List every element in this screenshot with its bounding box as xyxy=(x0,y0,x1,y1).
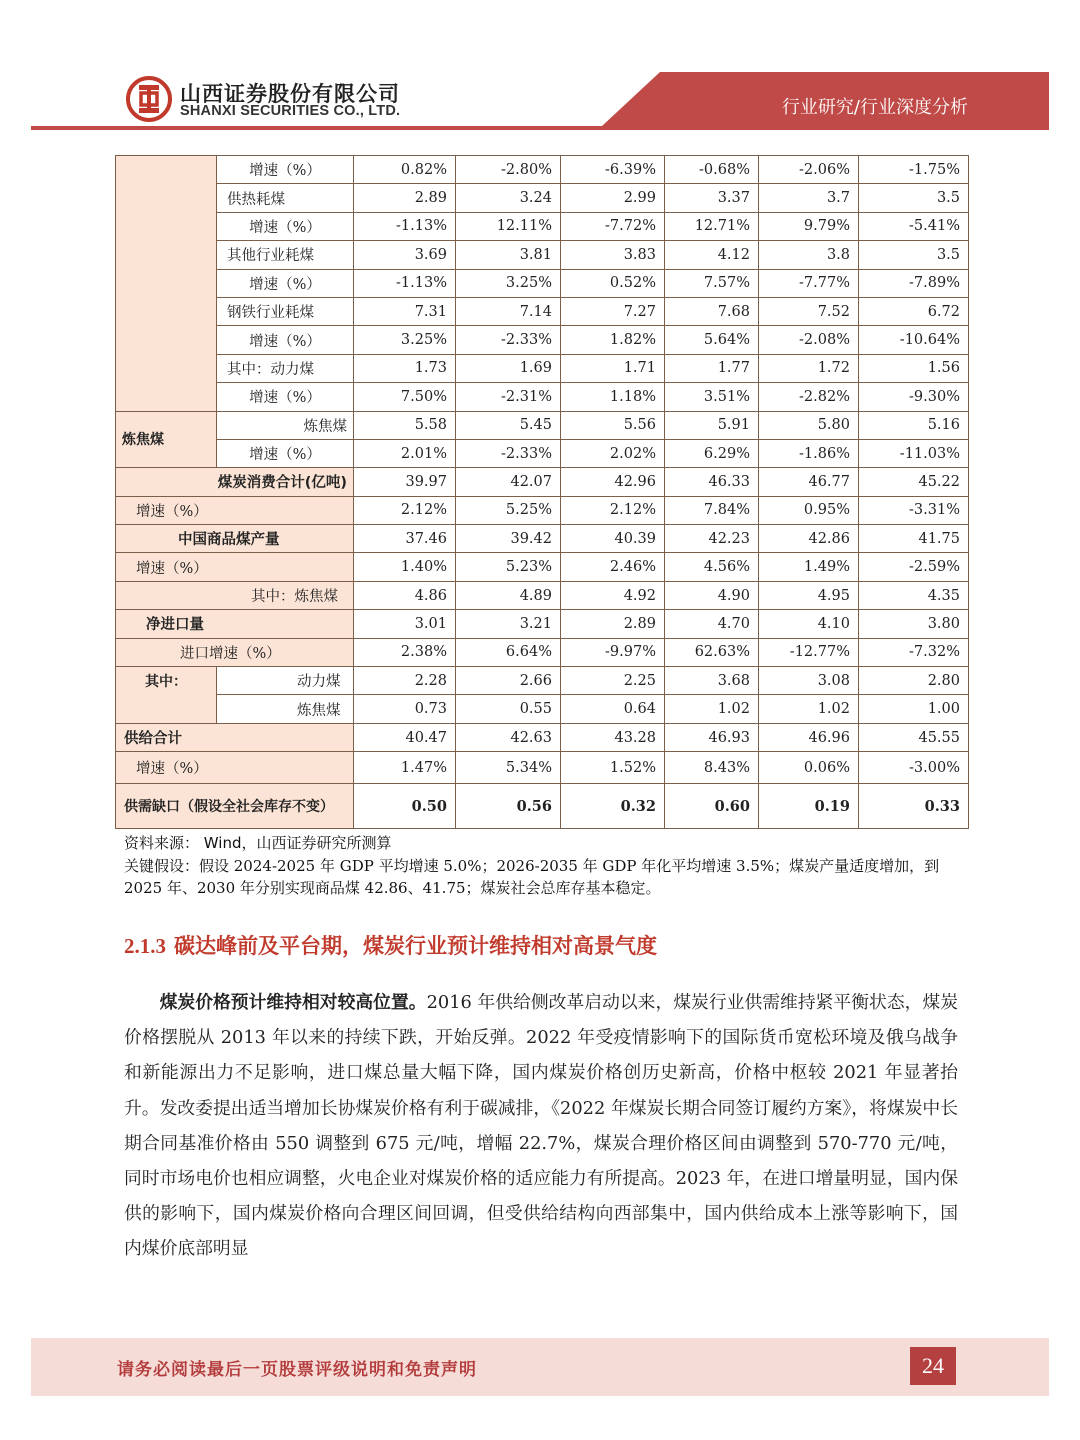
table-cell: 0.32 xyxy=(561,784,665,829)
table-cell: 3.01 xyxy=(354,610,456,638)
table-cell: 1.00 xyxy=(859,695,969,723)
table-cell: 1.72 xyxy=(759,354,859,382)
table-cell: 0.19 xyxy=(759,784,859,829)
table-cell: 40.39 xyxy=(561,525,665,553)
table-row xyxy=(116,581,969,609)
table-cell: 6.64% xyxy=(456,638,561,666)
table-cell: -7.72% xyxy=(561,212,665,240)
group-label-of-which: 其中： xyxy=(116,667,217,724)
table-cell: 7.57% xyxy=(665,269,759,297)
table-cell: -11.03% xyxy=(859,439,969,467)
table-cell: -10.64% xyxy=(859,326,969,354)
table-cell: 3.21 xyxy=(456,610,561,638)
table-cell: 2.99 xyxy=(561,184,665,212)
table-cell: 0.06% xyxy=(759,752,859,784)
table-row xyxy=(116,184,969,212)
table-cell: -2.33% xyxy=(456,439,561,467)
table-cell: -3.00% xyxy=(859,752,969,784)
table-cell: 2.89 xyxy=(561,610,665,638)
table-row xyxy=(116,411,969,439)
row-label: 其他行业耗煤 xyxy=(217,241,354,269)
section-heading xyxy=(124,930,657,960)
table-cell: 5.25% xyxy=(456,496,561,524)
table-cell: 7.84% xyxy=(665,496,759,524)
table-cell: -2.82% xyxy=(759,383,859,411)
table-cell: -5.41% xyxy=(859,212,969,240)
table-cell: -1.13% xyxy=(354,212,456,240)
table-cell: 5.56 xyxy=(561,411,665,439)
row-label: 增速（%） xyxy=(217,326,354,354)
table-row xyxy=(116,752,969,784)
table-cell: -2.06% xyxy=(759,156,859,184)
row-label: 钢铁行业耗煤 xyxy=(217,297,354,325)
row-label: 动力煤 xyxy=(217,667,354,695)
table-cell: -6.39% xyxy=(561,156,665,184)
table-cell: -1.13% xyxy=(354,269,456,297)
table-cell: 2.38% xyxy=(354,638,456,666)
table-cell: 3.68 xyxy=(665,667,759,695)
table-row xyxy=(116,156,969,184)
table-cell: 5.16 xyxy=(859,411,969,439)
table-cell: 12.11% xyxy=(456,212,561,240)
row-label: 供热耗煤 xyxy=(217,184,354,212)
table-row xyxy=(116,610,969,638)
table-cell: 46.77 xyxy=(759,468,859,496)
table-cell: 4.12 xyxy=(665,241,759,269)
table-cell: 5.64% xyxy=(665,326,759,354)
table-cell: 2.01% xyxy=(354,439,456,467)
table-cell: 1.77 xyxy=(665,354,759,382)
table-cell: -2.31% xyxy=(456,383,561,411)
table-cell: 9.79% xyxy=(759,212,859,240)
table-cell: -2.33% xyxy=(456,326,561,354)
table-cell: 43.28 xyxy=(561,723,665,751)
table-cell: -2.80% xyxy=(456,156,561,184)
table-row xyxy=(116,496,969,524)
source-note: 资料来源： Wind，山西证券研究所测算 xyxy=(124,834,392,852)
table-cell: 0.60 xyxy=(665,784,759,829)
table-notes xyxy=(124,832,964,900)
table-row xyxy=(116,383,969,411)
table-cell: 8.43% xyxy=(665,752,759,784)
report-type: 行业研究/行业深度分析 xyxy=(781,97,968,118)
table-row xyxy=(116,525,969,553)
row-label: 炼焦煤 xyxy=(217,695,354,723)
table-cell: -0.68% xyxy=(665,156,759,184)
table-cell: 3.25% xyxy=(354,326,456,354)
table-cell: -1.75% xyxy=(859,156,969,184)
table-cell: 6.72 xyxy=(859,297,969,325)
table-cell: 1.47% xyxy=(354,752,456,784)
row-label: 增速（%） xyxy=(217,212,354,240)
table-cell: 42.23 xyxy=(665,525,759,553)
table-cell: 7.14 xyxy=(456,297,561,325)
row-label: 增速（%） xyxy=(217,439,354,467)
coal-supply-demand-table xyxy=(115,155,969,829)
table-cell: 3.5 xyxy=(859,241,969,269)
table-cell: 1.56 xyxy=(859,354,969,382)
table-row xyxy=(116,638,969,666)
table-cell: 3.5 xyxy=(859,184,969,212)
table-cell: 0.73 xyxy=(354,695,456,723)
body-paragraph xyxy=(124,985,958,1267)
table-cell: 5.80 xyxy=(759,411,859,439)
table-cell: 3.8 xyxy=(759,241,859,269)
row-label: 中国商品煤产量 xyxy=(116,525,354,553)
table-cell: 3.51% xyxy=(665,383,759,411)
table-row xyxy=(116,723,969,751)
table-cell: 12.71% xyxy=(665,212,759,240)
table-cell: 4.95 xyxy=(759,581,859,609)
row-label: 净进口量 xyxy=(116,610,354,638)
table-cell: 37.46 xyxy=(354,525,456,553)
table-cell: 1.52% xyxy=(561,752,665,784)
table-cell: 3.83 xyxy=(561,241,665,269)
company-name-en: SHANXI SECURITIES CO., LTD. xyxy=(180,103,401,119)
table-cell: 0.52% xyxy=(561,269,665,297)
table-cell: -2.59% xyxy=(859,553,969,581)
table-cell: 3.24 xyxy=(456,184,561,212)
table-cell: 45.55 xyxy=(859,723,969,751)
table-cell: -3.31% xyxy=(859,496,969,524)
table-row xyxy=(116,695,969,723)
group-label-coking-coal: 炼焦煤 xyxy=(116,411,217,468)
table-cell: 0.56 xyxy=(456,784,561,829)
table-cell: 4.92 xyxy=(561,581,665,609)
company-name-cn: 山西证券股份有限公司 xyxy=(180,82,400,106)
page-number: 24 xyxy=(910,1347,956,1385)
table-cell: 0.33 xyxy=(859,784,969,829)
row-label: 进口增速（%） xyxy=(116,638,354,666)
table-cell: 0.55 xyxy=(456,695,561,723)
table-cell: 1.02 xyxy=(759,695,859,723)
row-label: 增速（%） xyxy=(217,383,354,411)
table-cell: 1.02 xyxy=(665,695,759,723)
table-cell: 4.70 xyxy=(665,610,759,638)
table-cell: 2.02% xyxy=(561,439,665,467)
table-cell: 46.33 xyxy=(665,468,759,496)
row-group-cell xyxy=(116,156,217,412)
table-cell: -9.97% xyxy=(561,638,665,666)
table-row xyxy=(116,784,969,829)
table-cell: 62.63% xyxy=(665,638,759,666)
section-number: 2.1.3 xyxy=(124,934,166,958)
table-cell: 46.93 xyxy=(665,723,759,751)
table-cell: 4.86 xyxy=(354,581,456,609)
table-row xyxy=(116,326,969,354)
table-cell: 3.81 xyxy=(456,241,561,269)
row-label: 煤炭消费合计(亿吨) xyxy=(116,468,354,496)
table-cell: 1.49% xyxy=(759,553,859,581)
table-cell: 40.47 xyxy=(354,723,456,751)
row-label: 供给合计 xyxy=(116,723,354,751)
table-cell: 42.63 xyxy=(456,723,561,751)
table-cell: -7.77% xyxy=(759,269,859,297)
table-row xyxy=(116,269,969,297)
table-cell: 1.18% xyxy=(561,383,665,411)
table-cell: 2.46% xyxy=(561,553,665,581)
table-cell: -7.32% xyxy=(859,638,969,666)
table-cell: 2.89 xyxy=(354,184,456,212)
table-cell: 4.56% xyxy=(665,553,759,581)
table-cell: 42.96 xyxy=(561,468,665,496)
table-cell: 42.07 xyxy=(456,468,561,496)
table-cell: 3.37 xyxy=(665,184,759,212)
table-cell: 0.95% xyxy=(759,496,859,524)
table-cell: 2.25 xyxy=(561,667,665,695)
row-label: 其中：炼焦煤 xyxy=(116,581,354,609)
table-row xyxy=(116,667,969,695)
table-cell: 3.80 xyxy=(859,610,969,638)
table-cell: 45.22 xyxy=(859,468,969,496)
row-label: 其中：动力煤 xyxy=(217,354,354,382)
company-logo-icon xyxy=(126,76,172,122)
table-cell: 4.90 xyxy=(665,581,759,609)
table-cell: 6.29% xyxy=(665,439,759,467)
table-cell: 4.35 xyxy=(859,581,969,609)
disclaimer-notice: 请务必阅读最后一页股票评级说明和免责声明 xyxy=(117,1360,477,1380)
table-cell: 1.71 xyxy=(561,354,665,382)
table-cell: -2.08% xyxy=(759,326,859,354)
table-cell: -1.86% xyxy=(759,439,859,467)
table-row xyxy=(116,354,969,382)
table-cell: 5.23% xyxy=(456,553,561,581)
table-cell: 2.12% xyxy=(561,496,665,524)
table-cell: 2.66 xyxy=(456,667,561,695)
table-row xyxy=(116,212,969,240)
table-cell: 5.34% xyxy=(456,752,561,784)
table-cell: -12.77% xyxy=(759,638,859,666)
assumption-note: 关键假设：假设 2024-2025 年 GDP 平均增速 5.0%；2026-2035 年 GDP 年化平均增速 3.5%；煤炭产量适度增加，到 2025 年、2030 年分别实现商品煤 42.86、41.75；煤炭社会总库存基本稳定。 xyxy=(124,856,940,897)
section-title: 碳达峰前及平台期，煤炭行业预计维持相对高景气度 xyxy=(174,934,657,958)
row-label: 增速（%） xyxy=(217,156,354,184)
table-cell: 1.73 xyxy=(354,354,456,382)
table-cell: 2.80 xyxy=(859,667,969,695)
table-cell: -7.89% xyxy=(859,269,969,297)
table-row xyxy=(116,468,969,496)
row-label: 增速（%） xyxy=(116,553,354,581)
table-cell: 7.68 xyxy=(665,297,759,325)
table-cell: 5.45 xyxy=(456,411,561,439)
table-cell: 4.10 xyxy=(759,610,859,638)
table-cell: 7.52 xyxy=(759,297,859,325)
page-footer xyxy=(31,1338,1049,1396)
row-label: 供需缺口（假设全社会库存不变） xyxy=(116,784,354,829)
row-label: 增速（%） xyxy=(116,752,354,784)
table-cell: 5.58 xyxy=(354,411,456,439)
table-cell: 0.82% xyxy=(354,156,456,184)
table-cell: 2.12% xyxy=(354,496,456,524)
table-row xyxy=(116,439,969,467)
table-cell: 7.27 xyxy=(561,297,665,325)
paragraph-text: 2016 年供给侧改革启动以来，煤炭行业供需维持紧平衡状态，煤炭价格摆脱从 2013 年以来的持续下跌，开始反弹。2022 年受疫情影响下的国际货币宽松环境及俄乌战争和新能源出力不足影响，进口煤总量大幅下降，国内煤炭价格创历史新高，价格中枢较 2021 年显著抬升。发改委提出适当增加长协煤炭价格有利于碳减排，《2022 年煤炭长期合同签订履约方案》，将煤炭中长期合同基准价格由 550 调整到 675 元/吨，增幅 22.7%，煤炭合理价格区间由调整到 570-770 元/吨，同时市场电价也相应调整，火电企业对煤炭价格的适应能力有所提高。2023 年，在进口增量明显，国内保供的影响下，国内煤炭价格向合理区间回调，但受供给结构向西部集中，国内供给成本上涨等影响下，国内煤价底部明显 xyxy=(124,992,958,1260)
table-cell: 39.97 xyxy=(354,468,456,496)
table-cell: 42.86 xyxy=(759,525,859,553)
table-row xyxy=(116,553,969,581)
table-cell: 41.75 xyxy=(859,525,969,553)
table-cell: 0.50 xyxy=(354,784,456,829)
table-cell: 46.96 xyxy=(759,723,859,751)
table-cell: 1.82% xyxy=(561,326,665,354)
table-cell: 3.25% xyxy=(456,269,561,297)
table-row xyxy=(116,297,969,325)
table-cell: 4.89 xyxy=(456,581,561,609)
table-row xyxy=(116,241,969,269)
table-cell: 0.64 xyxy=(561,695,665,723)
table-cell: 7.50% xyxy=(354,383,456,411)
table-cell: 5.91 xyxy=(665,411,759,439)
table-cell: 3.7 xyxy=(759,184,859,212)
page-header xyxy=(0,0,1080,135)
row-label: 增速（%） xyxy=(116,496,354,524)
paragraph-lead: 煤炭价格预计维持相对较高位置。 xyxy=(159,992,427,1013)
table-cell: 3.69 xyxy=(354,241,456,269)
table-cell: 39.42 xyxy=(456,525,561,553)
table-cell: 7.31 xyxy=(354,297,456,325)
row-label: 增速（%） xyxy=(217,269,354,297)
table-cell: 1.40% xyxy=(354,553,456,581)
table-cell: 1.69 xyxy=(456,354,561,382)
table-cell: 2.28 xyxy=(354,667,456,695)
table-cell: -9.30% xyxy=(859,383,969,411)
row-label: 炼焦煤 xyxy=(217,411,354,439)
table-cell: 3.08 xyxy=(759,667,859,695)
